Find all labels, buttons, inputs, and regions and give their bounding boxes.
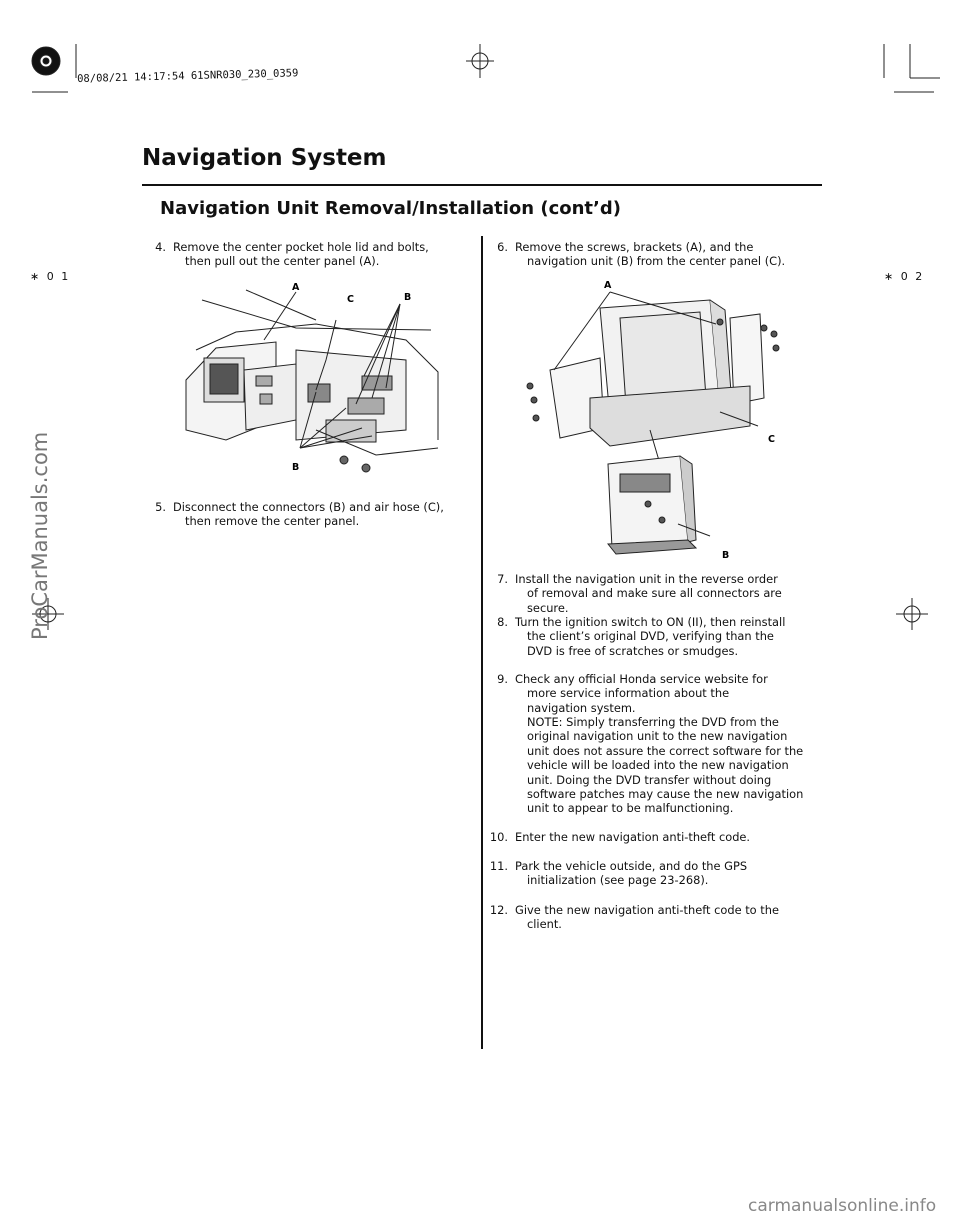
- step-8: [486, 615, 786, 658]
- step-9: [486, 672, 786, 715]
- step-number: 4.: [155, 240, 166, 254]
- step-text: Remove the center pocket hole lid and bolts, then pull out the center panel (A).: [173, 240, 429, 269]
- step-number: 6.: [497, 240, 508, 254]
- step-12: [486, 903, 816, 932]
- step-number: 9.: [497, 672, 508, 686]
- margin-mark-left: ∗ 0 1: [30, 270, 71, 283]
- column-divider: [481, 236, 483, 1049]
- step-10: [486, 830, 786, 844]
- step-number: 8.: [497, 615, 508, 629]
- step-11: [486, 859, 786, 888]
- step-7: [486, 572, 786, 615]
- page-title: Navigation System: [142, 145, 387, 171]
- step-number: 11.: [489, 859, 508, 873]
- center-panel-figure: [176, 280, 444, 480]
- step-text: Enter the new navigation anti-theft code.: [515, 830, 751, 844]
- step-number: 7.: [497, 572, 508, 586]
- callout-c: C: [768, 434, 775, 445]
- margin-mark-right: ∗ 0 2: [884, 270, 925, 283]
- navigation-unit-figure: [520, 278, 790, 560]
- callout-c: C: [347, 294, 354, 305]
- step-text: Give the new navigation anti-theft code to the client.: [515, 903, 779, 932]
- callout-b-bottom: B: [292, 462, 300, 473]
- callout-b: B: [722, 550, 730, 560]
- print-stamp: 08/08/21 14:17:54 61SNR030_230_0359: [77, 67, 299, 85]
- step-number: 5.: [155, 500, 166, 514]
- section-title: Navigation Unit Removal/Installation (cont’d): [160, 198, 621, 219]
- step-number: 10.: [489, 830, 508, 844]
- step-text: Remove the screws, brackets (A), and the navigation unit (B) from the center panel (C).: [515, 240, 786, 269]
- step-text: Park the vehicle outside, and do the GPS initialization (see page 23-268).: [515, 859, 748, 888]
- watermark-bottom: carmanualsonline.info: [748, 1196, 937, 1216]
- note: NOTE: Simply transferring the DVD from the original navigation unit to the new navigation unit does not assure the correct software for the vehicle will be loaded into the new navigation unit. Doing the DVD transfer without doing software patches may cause the new navigation unit to appear to be malfunctioning.: [527, 715, 804, 816]
- step-text: Turn the ignition switch to ON (II), then reinstall the client’s original DVD, verifying than the DVD is free of scratches or smudges.: [515, 615, 786, 658]
- step-5: [144, 500, 444, 529]
- step-4: [144, 240, 444, 269]
- watermark-left: ProCarManuals.com: [28, 431, 52, 640]
- callout-b-top: B: [404, 292, 412, 303]
- step-number: 12.: [489, 903, 508, 917]
- callout-a: A: [604, 280, 612, 291]
- callout-a: A: [292, 282, 300, 293]
- step-6: [486, 240, 786, 269]
- title-rule: [142, 184, 822, 186]
- step-text: Disconnect the connectors (B) and air hose (C), then remove the center panel.: [173, 500, 444, 529]
- step-text: Install the navigation unit in the reverse order of removal and make sure all connectors are secure.: [515, 572, 782, 615]
- step-text: Check any official Honda service website for more service information about the navigation system.: [515, 672, 768, 715]
